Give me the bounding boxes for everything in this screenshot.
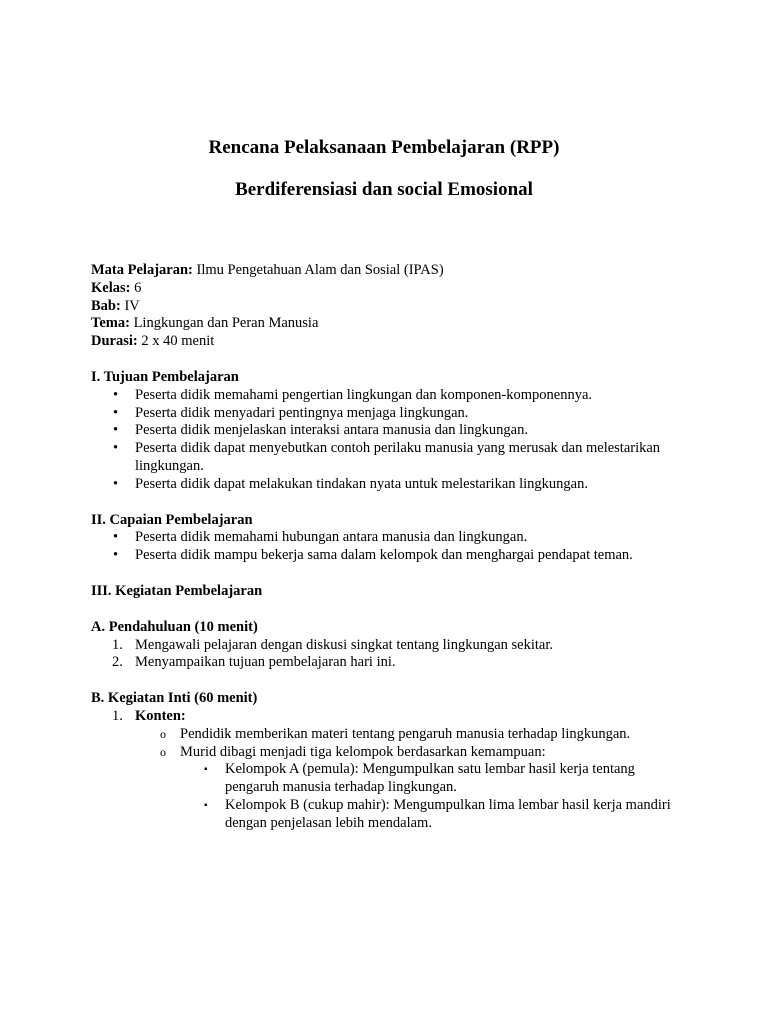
subsection-heading-introduction: A. Pendahuluan (10 menit) (91, 618, 258, 635)
meta-label: Tema: (91, 315, 130, 332)
meta-block (91, 262, 691, 351)
meta-value: IV (120, 297, 140, 314)
list-item (91, 405, 691, 423)
meta-row-chapter (91, 298, 691, 316)
document-subtitle: Berdiferensiasi dan social Emosional (235, 179, 533, 200)
list-item (91, 422, 691, 440)
meta-value: Ilmu Pengetahuan Alam dan Sosial (IPAS) (192, 262, 444, 278)
list-item-text: Peserta didik memahami pengertian lingkungan dan komponen-komponennya. (135, 386, 593, 403)
list-item-text: Pendidik memberikan materi tentang pengaruh manusia terhadap lingkungan. (180, 725, 631, 742)
list-item (91, 529, 691, 547)
content-label: Konten: (135, 707, 186, 724)
list-item-text: Menyampaikan tujuan pembelajaran hari ini. (135, 654, 396, 671)
list-item-text: Murid dibagi menjadi tiga kelompok berdasarkan kemampuan: (180, 743, 546, 760)
number-marker: 2. (112, 654, 123, 671)
meta-row-subject (91, 262, 691, 280)
content-sub-list (91, 726, 691, 762)
bullet-marker: • (113, 440, 119, 457)
square-marker: ▪ (204, 764, 208, 776)
number-marker: 1. (112, 636, 123, 653)
objectives-list (91, 387, 691, 494)
list-item-text: Peserta didik mampu bekerja sama dalam kelompok dan menghargai pendapat teman. (135, 547, 633, 564)
section-heading-outcomes: II. Capaian Pembelajaran (91, 511, 253, 528)
meta-row-duration (91, 333, 691, 351)
document-body (91, 262, 691, 833)
list-item-text: Peserta didik menjelaskan interaksi antara manusia dan lingkungan. (135, 422, 528, 439)
list-item (91, 654, 691, 672)
bullet-marker: • (113, 386, 119, 403)
list-item (91, 476, 691, 494)
list-item (91, 797, 691, 833)
group-list (91, 761, 691, 832)
list-item-text: Peserta didik dapat menyebutkan contoh perilaku manusia yang merusak dan melestarikan lingkungan. (135, 440, 661, 474)
circle-marker: o (160, 726, 166, 741)
meta-label: Mata Pelajaran: (91, 262, 193, 278)
outcomes-list (91, 529, 691, 565)
section-heading-activities: III. Kegiatan Pembelajaran (91, 582, 263, 599)
bullet-marker: • (113, 475, 119, 492)
list-item-text: Peserta didik menyadari pentingnya menjaga lingkungan. (135, 404, 469, 421)
list-item (91, 440, 691, 476)
list-item-text: Kelompok A (pemula): Mengumpulkan satu lembar hasil kerja tentang pengaruh manusia terhadap lingkungan. (225, 761, 635, 796)
list-item-text: Peserta didik dapat melakukan tindakan nyata untuk melestarikan lingkungan. (135, 475, 588, 492)
list-item (91, 708, 691, 726)
list-item (91, 547, 691, 565)
list-item (91, 637, 691, 655)
section-heading-objectives: I. Tujuan Pembelajaran (91, 368, 239, 385)
list-item-text: Mengawali pelajaran dengan diskusi singkat tentang lingkungan sekitar. (135, 636, 553, 653)
bullet-marker: • (113, 422, 119, 439)
meta-label: Durasi: (91, 333, 138, 350)
meta-row-class (91, 280, 691, 298)
list-item (91, 726, 691, 744)
meta-value: 6 (130, 279, 142, 296)
core-list (91, 708, 691, 726)
list-item (91, 761, 691, 797)
circle-marker: o (160, 744, 166, 759)
meta-label: Kelas: (91, 279, 131, 296)
document-title: Rencana Pelaksanaan Pembelajaran (RPP) (208, 137, 560, 158)
introduction-list (91, 637, 691, 673)
meta-value: 2 x 40 menit (137, 333, 215, 350)
list-item (91, 744, 691, 762)
number-marker: 1. (112, 707, 123, 724)
bullet-marker: • (113, 529, 119, 546)
bullet-marker: • (113, 547, 119, 564)
square-marker: ▪ (204, 799, 208, 811)
subsection-heading-core: B. Kegiatan Inti (60 menit) (91, 690, 258, 707)
bullet-marker: • (113, 404, 119, 421)
list-item-text: Kelompok B (cukup mahir): Mengumpulkan lima lembar hasil kerja mandiri dengan penjelasan lebih mendalam. (225, 796, 671, 831)
list-item (91, 387, 691, 405)
list-item-text: Peserta didik memahami hubungan antara manusia dan lingkungan. (135, 529, 528, 546)
meta-row-theme (91, 315, 691, 333)
meta-value: Lingkungan dan Peran Manusia (129, 315, 319, 332)
meta-label: Bab: (91, 297, 121, 314)
